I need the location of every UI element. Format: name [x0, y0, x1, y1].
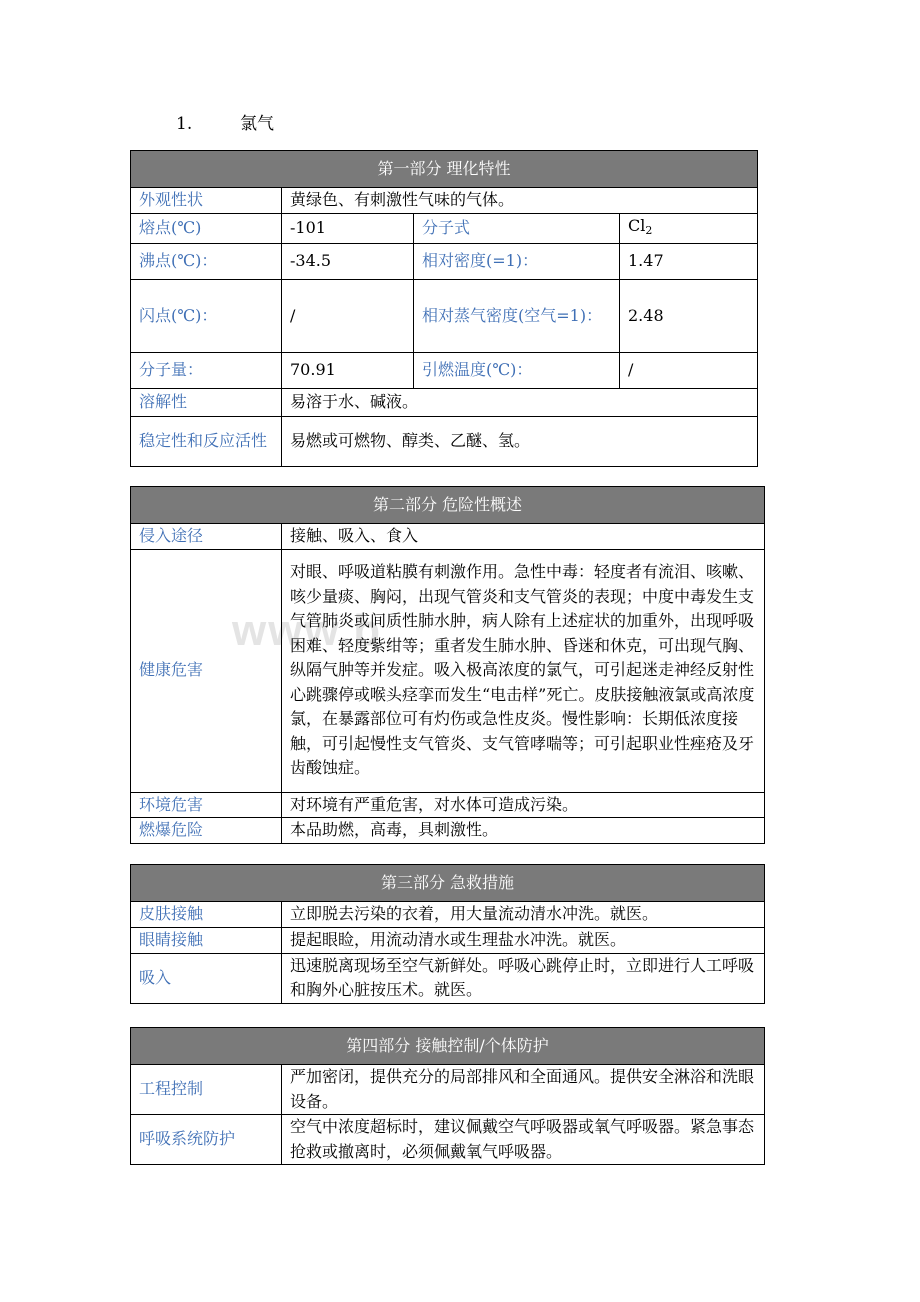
vapor-density-value: 2.48 — [620, 280, 758, 353]
stability-label: 稳定性和反应活性 — [131, 417, 282, 467]
solubility-label: 溶解性 — [131, 389, 282, 417]
relative-density-value: 1.47 — [620, 244, 758, 280]
respiratory-protection-label: 呼吸系统防护 — [131, 1115, 282, 1165]
skin-contact-label: 皮肤接触 — [131, 902, 282, 928]
ignition-temp-label: 引燃温度(℃)： — [414, 353, 620, 389]
section-exposure-control-table — [130, 1027, 765, 1165]
eye-contact-label: 眼睛接触 — [131, 927, 282, 953]
molecular-weight-label: 分子量： — [131, 353, 282, 389]
melting-point-value: -101 — [282, 213, 414, 244]
section-hazard-overview-table — [130, 486, 765, 844]
appearance-label: 外观性状 — [131, 188, 282, 214]
engineering-control-value: 严加密闭，提供充分的局部排风和全面通风。提供安全淋浴和洗眼设备。 — [282, 1065, 765, 1115]
solubility-value: 易溶于水、碱液。 — [282, 389, 758, 417]
section-title: 第一部分 理化特性 — [131, 151, 758, 188]
melting-point-label: 熔点(℃) — [131, 213, 282, 244]
section-title: 第二部分 危险性概述 — [131, 487, 765, 524]
ignition-temp-value: / — [620, 353, 758, 389]
respiratory-protection-value: 空气中浓度超标时，建议佩戴空气呼吸器或氧气呼吸器。紧急事态抢救或撤离时，必须佩戴氧气呼吸器。 — [282, 1115, 765, 1165]
explosion-hazard-value: 本品助燃，高毒，具刺激性。 — [282, 818, 765, 844]
formula-label: 分子式 — [414, 213, 620, 244]
entry-route-label: 侵入途径 — [131, 524, 282, 550]
section-first-aid-table — [130, 864, 765, 1004]
health-hazard-label: 健康危害 — [131, 549, 282, 792]
engineering-control-label: 工程控制 — [131, 1065, 282, 1115]
appearance-value: 黄绿色、有刺激性气味的气体。 — [282, 188, 758, 214]
flash-point-value: / — [282, 280, 414, 353]
molecular-weight-value: 70.91 — [282, 353, 414, 389]
section-title: 第四部分 接触控制/个体防护 — [131, 1028, 765, 1065]
watermark: www.b — [232, 606, 383, 655]
eye-contact-value: 提起眼睑，用流动清水或生理盐水冲洗。就医。 — [282, 927, 765, 953]
relative-density-label: 相对密度(=1)： — [414, 244, 620, 280]
skin-contact-value: 立即脱去污染的衣着，用大量流动清水冲洗。就医。 — [282, 902, 765, 928]
section-title: 第三部分 急救措施 — [131, 865, 765, 902]
heading-title: 氯气 — [240, 114, 274, 134]
section-physical-chemical-table — [130, 150, 758, 467]
boiling-point-label: 沸点(℃)： — [131, 244, 282, 280]
formula-main: Cl — [628, 215, 646, 235]
formula-subscript: 2 — [645, 223, 653, 237]
heading-number: 1. — [176, 114, 193, 134]
environment-hazard-value: 对环境有严重危害，对水体可造成污染。 — [282, 792, 765, 818]
vapor-density-label: 相对蒸气密度(空气=1)： — [414, 280, 620, 353]
formula-value — [620, 213, 758, 244]
flash-point-label: 闪点(℃)： — [131, 280, 282, 353]
inhalation-value: 迅速脱离现场至空气新鲜处。呼吸心跳停止时，立即进行人工呼吸和胸外心脏按压术。就医。 — [282, 953, 765, 1003]
entry-route-value: 接触、吸入、食入 — [282, 524, 765, 550]
environment-hazard-label: 环境危害 — [131, 792, 282, 818]
inhalation-label: 吸入 — [131, 953, 282, 1003]
boiling-point-value: -34.5 — [282, 244, 414, 280]
health-hazard-value: 对眼、呼吸道粘膜有刺激作用。急性中毒：轻度者有流泪、咳嗽、咳少量痰、胸闷，出现气管炎和支气管炎的表现；中度中毒发生支气管肺炎或间质性肺水肿，病人除有上述症状的加重外，出现呼吸困难、轻度紫绀等；重者发生肺水肿、昏迷和休克，可出现气胸、纵隔气肿等并发症。吸入极高浓度的氯气，可引起迷走神经反射性心跳骤停或喉头痉挛而发生“电击样”死亡。皮肤接触液氯或高浓度氯，在暴露部位可有灼伤或急性皮炎。慢性影响：长期低浓度接触，可引起慢性支气管炎、支气管哮喘等；可引起职业性痤疮及牙齿酸蚀症。 — [282, 549, 765, 792]
chemical-heading — [176, 112, 274, 136]
stability-value: 易燃或可燃物、醇类、乙醚、氢。 — [282, 417, 758, 467]
explosion-hazard-label: 燃爆危险 — [131, 818, 282, 844]
